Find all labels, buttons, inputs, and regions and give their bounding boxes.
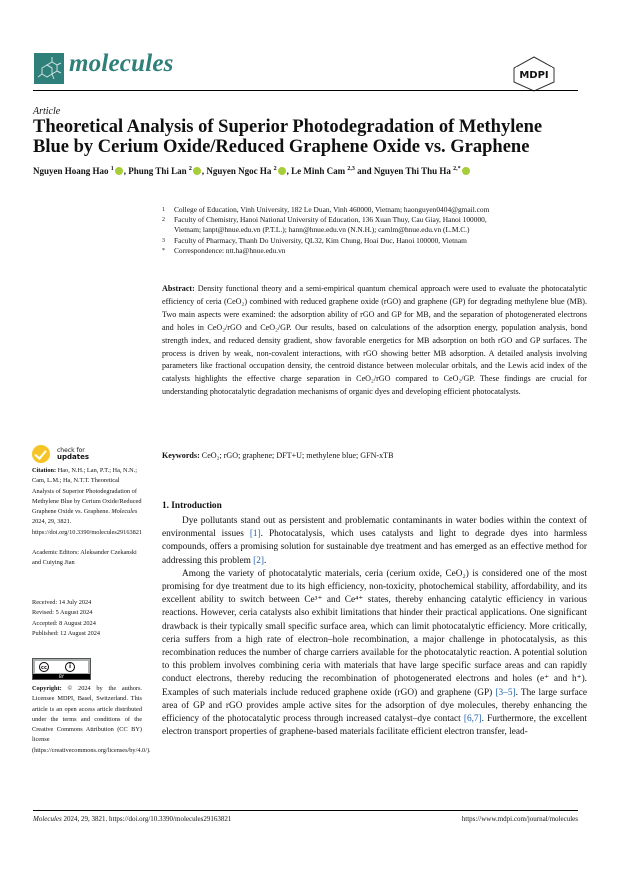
journal-logo-icon [34, 53, 64, 84]
affiliation-item [162, 246, 592, 256]
citation-text: Hao, N.H.; Lan, P.T.; Ha, N.N.; Cam, L.M.; Ha, N.T.T. Theoretical Analysis of Superior Photodegradation of Methylene Blue by Cerium Oxide/Reduced Graphene Oxide vs. Graphene. [32, 467, 142, 516]
footer-doi-link[interactable]: 2024, 29, 3821. https://doi.org/10.3390/molecules29163821 [61, 815, 232, 823]
author-affiliation-number: 1 [110, 166, 114, 172]
editors-names: Aleksander Czekanski and Cuiying Jian [32, 549, 137, 567]
affiliation-text: College of Education, Vinh University, 182 Le Duan, Vinh 460000, Vietnam; haonguyen0404@gmail.com [174, 205, 490, 214]
citation-doi-link[interactable]: 2024, 29, 3821. https://doi.org/10.3390/molecules29163821 [32, 518, 143, 536]
abstract-text: Density functional theory and a semi-empirical quantum chemical approach were used to evaluate the photocatalytic efficiency of ceria (CeO₂) combined with reduced graphene oxide (rGO) and graphene (GP) for degrading methylene blue (MB). Two main aspects were examined: the adsorption ability of rGO and GP for MB, and the separation of photogenerated electrons and holes in CeO₂/rGO and CeO₂/GP. Our results, based on calculations of the adsorption energy, population analysis, bond strength index, and reduced density gradient, show favorable energetics for MB adsorption on both rGO and GP surfaces. The process is driven by weak, non-covalent interactions, with rGO showing better MB adsorption. A detailed analysis involving parameters like fractional occupation density, the centroid distance between molecular orbitals, and the Lewis acid index of the catalysts highlights the effective charge separation in CeO₂/rGO compared to CeO₂/GP. These findings are crucial for understanding photocatalytic degradation mechanisms of organic dyes and developing efficient photocatalysts. [162, 284, 587, 397]
paragraph: Among the variety of photocatalytic materials, ceria (cerium oxide, CeO₂) is considered one of the most promising for dye treatment due to its high efficiency, non-toxicity, photochemical stability, affordability, and its excellent ability to switch between Ce³⁺ and Ce⁴⁺ states, thereby enhancing catalytic efficiency in various reactions. However, ceria catalysts also exhibit limitations that hinder their practical applications. One significant drawback is their typically small specific surface area, which can limit photocatalytic efficiency. More critically, ceria suffers from a high rate of electron–hole recombination, a major challenge in photocatalysis, as this recombination reduces the number of charge carriers available for the photocatalytic reaction. A potential solution to this problem involves combining ceria with materials that have large specific surface areas and can rapidly conduct electrons, thereby reducing the recombination of photogenerated electrons and holes (e⁺ and h⁺). Examples of such materials include reduced graphene oxide (rGO) and graphene (GP) [3–5]. The large surface area of GP and rGO provides ample active sites for the adsorption of dye molecules, thereby enhancing the efficiency of the photocatalytic process through increased catalyst–dye contact [6,7]. Furthermore, the excellent electron transport properties of graphene-based materials facilitate efficient electron transfer, lead- [162, 568, 587, 738]
footer-journal-url[interactable]: https://www.mdpi.com/journal/molecules [461, 815, 578, 823]
paragraph: Dye pollutants stand out as persistent and problematic contaminants in water bodies within the context of environmental issues [1]. Photocatalysis, which uses catalysts and light to degrade dyes into harmless compounds, offers a promising solution for sustainable dye treatment and has emerged as an effective method for addressing this problem [2]. [162, 516, 587, 566]
orcid-icon[interactable] [278, 167, 286, 175]
academic-editors [32, 548, 142, 569]
footer-citation [33, 815, 231, 823]
date-revised: Revised: 5 August 2024 [32, 609, 93, 617]
affiliation-item [162, 205, 592, 215]
check-for-updates-label [57, 447, 89, 461]
author-name[interactable]: Nguyen Thi Thu Ha [373, 166, 451, 176]
page-title: Theoretical Analysis of Superior Photodegradation of Methylene Blue by Cerium Oxide/Reduced Graphene Oxide vs. Graphene [33, 117, 543, 157]
affiliation-number: 3 [162, 237, 165, 244]
cfu-line2: updates [57, 453, 89, 462]
affiliation-text: Faculty of Chemistry, Hanoi National University of Education, 136 Xuan Thuy, Cau Giay, Hanoi 100000, Vietnam; lanpt@hnue.edu.vn (P.T.L.); hann@hnue.edu.vn (N.N.H.); camlm@hnue.edu.vn (L.M.C.) [174, 215, 487, 235]
checkmark-icon [32, 445, 50, 463]
author-separator: , [286, 166, 292, 176]
article-type: Article [33, 106, 61, 117]
affiliation-number: 1 [162, 207, 165, 213]
citation-label: Citation: [32, 467, 57, 474]
citation-link[interactable]: [1] [249, 529, 261, 540]
affiliation-item [162, 236, 592, 246]
molecule-icon [34, 53, 64, 84]
author-affiliation-number: 2 [273, 166, 277, 172]
date-received: Received: 14 July 2024 [32, 599, 92, 606]
citation-link[interactable]: [3–5] [495, 687, 516, 698]
mdpi-logo [510, 55, 558, 93]
author-name[interactable]: Le Minh Cam [291, 166, 346, 176]
keywords-text: CeO₂; rGO; graphene; DFT+U; methylene blue; GFN-xTB [201, 451, 394, 460]
citation-link[interactable]: [6,7] [463, 714, 482, 725]
affiliations [162, 205, 592, 256]
cc-icon: cc [39, 662, 49, 672]
orcid-icon[interactable] [193, 167, 201, 175]
copyright-text: © 2024 by the authors. Licensee MDPI, Basel, Switzerland. This article is an open access article distributed under the terms and conditions of the Creative Commons Attribution (CC BY) license (https://creativecommons.org/licenses/by/4.0/). [32, 685, 151, 754]
affiliation-number: 2 [162, 217, 165, 224]
citation-block [32, 466, 142, 538]
header-rule [33, 90, 578, 91]
copyright-label: Copyright: [32, 685, 62, 692]
mdpi-hexagon-icon [510, 55, 558, 93]
author-separator: and [354, 166, 374, 176]
introduction-body [162, 515, 587, 739]
author-separator: , [123, 166, 129, 176]
correspondence-text: Correspondence: ntt.ha@hnue.edu.vn [174, 245, 286, 255]
cc-by-license-badge[interactable] [32, 658, 91, 680]
author-affiliation-number: 2,* [453, 166, 461, 172]
affiliation-number: * [162, 247, 165, 254]
check-for-updates-button[interactable] [32, 445, 142, 465]
author-separator: , [201, 166, 207, 176]
affiliation-text: Faculty of Pharmacy, Thanh Do University, QL32, Kim Chung, Hoai Duc, Hanoi 100000, Vietnam [174, 235, 467, 245]
citation-journal: Molecules [111, 508, 138, 516]
abstract [162, 283, 587, 399]
by-label: BY [33, 674, 90, 679]
affiliation-item [162, 215, 592, 235]
orcid-icon[interactable] [115, 167, 123, 175]
citation-link[interactable]: [2] [253, 555, 264, 566]
footer-journal: Molecules [33, 815, 62, 823]
attribution-icon: i [65, 662, 75, 672]
orcid-icon[interactable] [462, 167, 470, 175]
date-accepted: Accepted: 8 August 2024 [32, 619, 96, 627]
author-affiliation-number: 2 [188, 166, 192, 172]
abstract-label: Abstract: [162, 284, 195, 293]
author-affiliation-number: 2,3 [347, 166, 355, 172]
section-heading: 1. Introduction [162, 501, 222, 511]
author-list [33, 166, 471, 176]
author-name[interactable]: Nguyen Ngoc Ha [206, 166, 272, 176]
keywords [162, 451, 587, 460]
author-name[interactable]: Nguyen Hoang Hao [33, 166, 109, 176]
copyright-block [32, 684, 151, 756]
editors-label: Academic Editors: [32, 549, 80, 556]
publication-dates [32, 598, 142, 639]
cc-badge-inner [35, 661, 88, 673]
author-name[interactable]: Phung Thi Lan [128, 166, 187, 176]
journal-name: molecules [69, 50, 174, 77]
keywords-label: Keywords: [162, 451, 200, 460]
cfu-line1: check for [57, 447, 85, 455]
footer-rule [33, 810, 578, 811]
date-published: Published: 12 August 2024 [32, 629, 101, 637]
svg-text:MDPI: MDPI [519, 70, 549, 81]
